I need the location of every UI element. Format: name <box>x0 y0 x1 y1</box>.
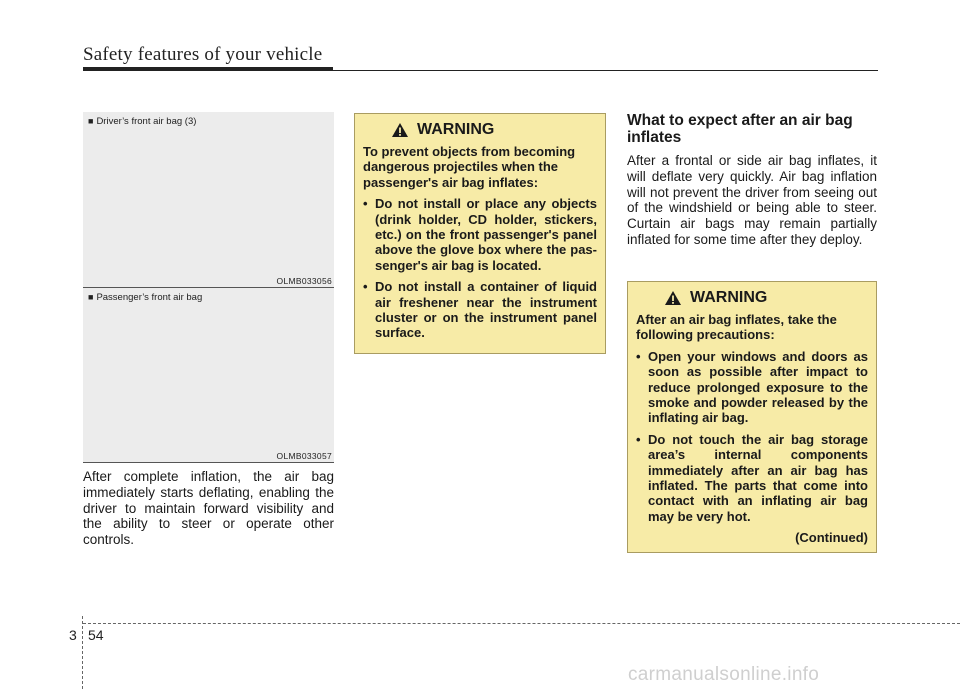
continued-label: (Continued) <box>795 530 868 546</box>
header-rule <box>83 67 333 71</box>
page-number: 54 <box>88 627 104 643</box>
warning-intro: To prevent objects from becoming dangerous projectiles when the passenger's air bag inflates: <box>363 144 576 190</box>
figure-caption-text: Driver’s front air bag (3) <box>96 116 197 127</box>
figure-caption <box>88 116 196 127</box>
figure-divider <box>83 462 334 463</box>
chapter-number: 3 <box>69 627 77 643</box>
header-rule-thin <box>333 70 878 71</box>
figure-caption-text: Passenger’s front air bag <box>96 292 203 303</box>
figure-caption <box>88 292 202 303</box>
warning-item: • Open your windows and doors as soon as possible after impact to reduce prolonged exposure to the smoke and powder released by the inflating air bag. <box>636 349 868 426</box>
warning-heading <box>391 122 597 138</box>
section-body: After a frontal or side air bag inflates, it will deflate very quickly. Air bag inflation will not prevent the driver from seeing out of the windshield or being able to steer. Curtain air bags may remain partially inflated for some time after they deploy. <box>627 153 877 247</box>
left-paragraph: After complete inflation, the air bag immediately starts deflating, enabling the driver to maintain forward visibility and the ability to steer or operate other controls. <box>83 469 334 548</box>
warning-list <box>363 196 597 341</box>
warning-list <box>636 349 868 524</box>
warning-title: WARNING <box>417 121 495 139</box>
warning-intro: After an air bag inflates, take the following precautions: <box>636 312 837 343</box>
warning-title: WARNING <box>690 289 768 307</box>
warning-triangle-icon <box>664 290 682 306</box>
warning-box-after-inflation <box>627 281 877 553</box>
footer-vertical-rule <box>82 616 83 689</box>
square-bullet-icon: ■ <box>88 292 94 302</box>
warning-item: • Do not install a container of liquid air freshener near the instrument cluster or on the instrument panel surface. <box>363 279 597 341</box>
footer-rule <box>83 623 960 624</box>
figure-code: OLMB033057 <box>276 451 332 461</box>
warning-box-passenger-panel <box>354 113 606 354</box>
warning-heading <box>664 290 868 306</box>
warning-triangle-icon <box>391 122 409 138</box>
square-bullet-icon: ■ <box>88 116 94 126</box>
warning-item: • Do not install or place any objects (drink holder, CD holder, stickers, etc.) on the front passenger's panel above the glove box where the passenger's air bag is located. <box>363 196 597 273</box>
figure-passenger-air-bag <box>83 288 334 463</box>
watermark: carmanualsonline.info <box>628 664 820 685</box>
warning-item: • Do not touch the air bag storage area’s internal components immediately after an air bag has inflated. The parts that come into contact with an inflating air bag may be very hot. <box>636 432 868 524</box>
page-header-title: Safety features of your vehicle <box>83 44 323 65</box>
figure-code: OLMB033056 <box>276 276 332 286</box>
section-title: What to expect after an air bag inflates <box>627 112 853 146</box>
figure-driver-air-bag <box>83 112 334 288</box>
